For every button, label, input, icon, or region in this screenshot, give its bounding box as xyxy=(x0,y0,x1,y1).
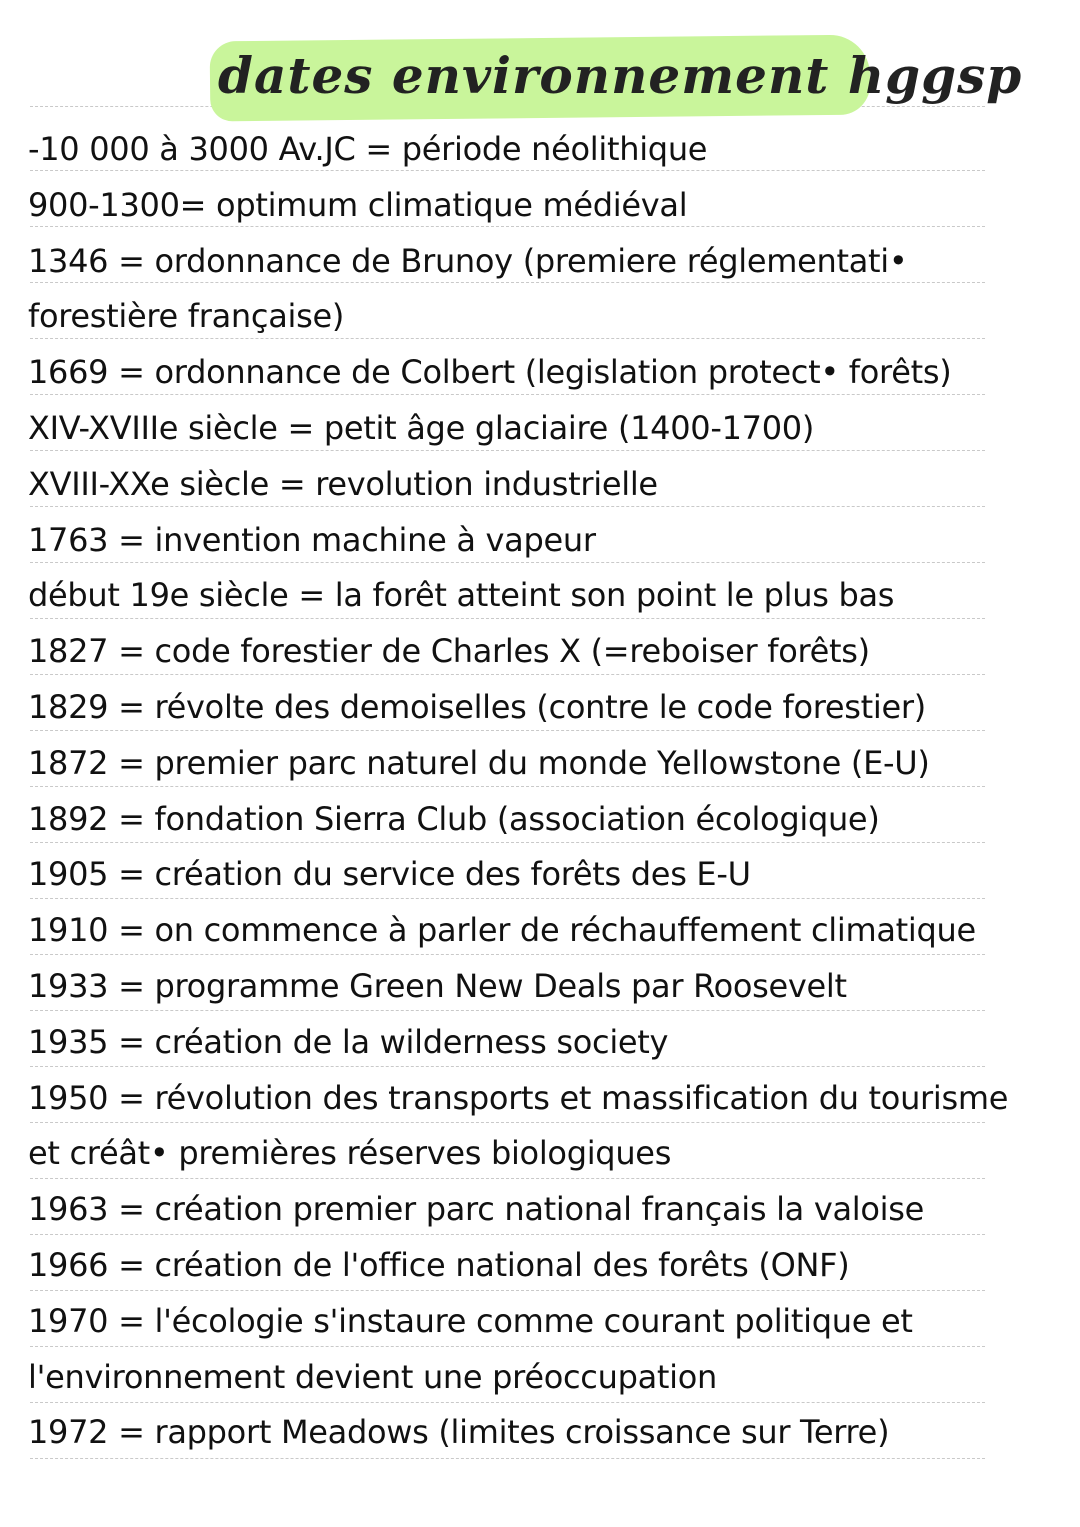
list-item: 1950 = révolution des transports et massification du tourisme xyxy=(28,1078,1009,1117)
page-title: dates environnement hggsp xyxy=(218,46,1023,105)
list-item: XIV-XVIIIe siècle = petit âge glaciaire (1400-1700) xyxy=(28,408,815,447)
list-item: 1763 = invention machine à vapeur xyxy=(28,520,596,559)
dates-list xyxy=(28,126,1038,1465)
list-item: 1933 = programme Green New Deals par Roosevelt xyxy=(28,966,847,1005)
list-item: 1970 = l'écologie s'instaure comme courant politique et xyxy=(28,1301,913,1340)
list-item: 1872 = premier parc naturel du monde Yellowstone (E-U) xyxy=(28,743,930,782)
list-item: 1892 = fondation Sierra Club (association écologique) xyxy=(28,799,880,838)
list-item: 1827 = code forestier de Charles X (=reboiser forêts) xyxy=(28,632,870,671)
list-item: 1905 = création du service des forêts des E-U xyxy=(28,855,751,894)
list-item: XVIII-XXe siècle = revolution industrielle xyxy=(28,464,658,503)
list-item: début 19e siècle = la forêt atteint son point le plus bas xyxy=(28,576,895,615)
list-item: l'environnement devient une préoccupation xyxy=(28,1357,717,1396)
list-item: -10 000 à 3000 Av.JC = période néolithique xyxy=(28,130,708,168)
title-block xyxy=(210,38,1023,118)
list-item: 1829 = révolte des demoiselles (contre le code forestier) xyxy=(28,687,926,726)
list-item: 1669 = ordonnance de Colbert (legislation protect• forêts) xyxy=(28,353,952,392)
list-item: et créât• premières réserves biologiques xyxy=(28,1134,672,1173)
list-item: 1966 = création de l'office national des forêts (ONF) xyxy=(28,1245,850,1284)
list-item: 1972 = rapport Meadows (limites croissance sur Terre) xyxy=(28,1413,890,1452)
list-item: 1963 = création premier parc national français la valoise xyxy=(28,1190,925,1229)
list-item: 1910 = on commence à parler de réchauffement climatique xyxy=(28,911,976,950)
list-item: forestière française) xyxy=(28,297,345,336)
list-item: 1346 = ordonnance de Brunoy (premiere réglementati• xyxy=(28,241,908,280)
list-item: 1935 = création de la wilderness society xyxy=(28,1022,669,1061)
list-item: 900-1300= optimum climatique médiéval xyxy=(28,185,688,224)
